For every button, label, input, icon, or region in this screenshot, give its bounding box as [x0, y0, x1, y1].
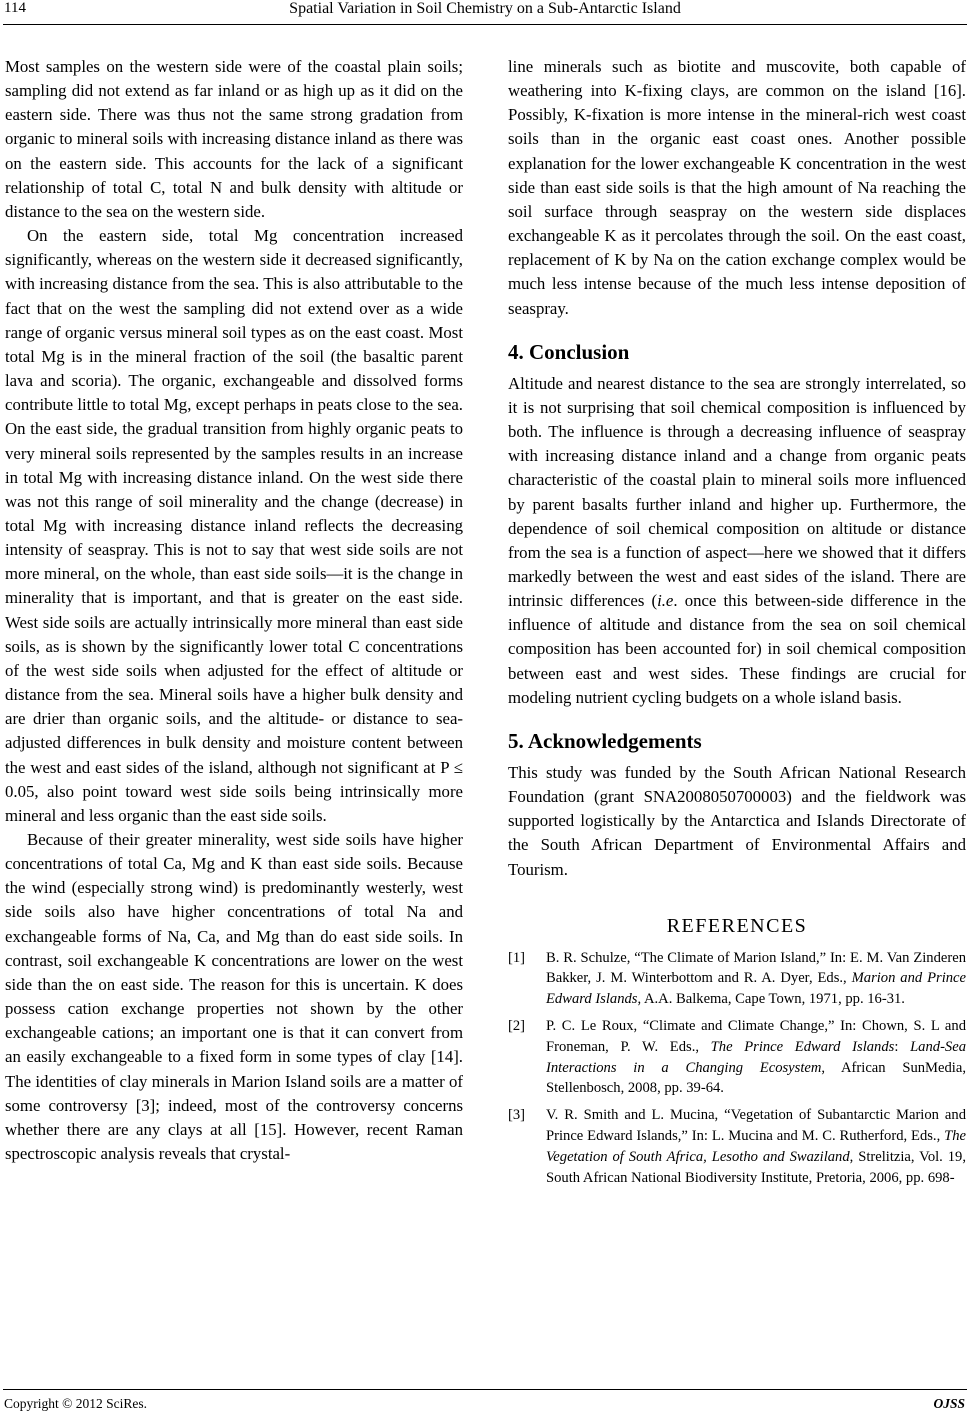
reference-text: P. C. Le Roux, “Climate and Climate Change,” In: Chown, S. L and Froneman, P. W. Eds., The Prince Edward Islands: Land-Sea Interactions in a Changing Ecosystem, African SunMedia, Stellenbosch, 2008, pp. 39-64. [546, 1018, 967, 1097]
conclusion-text-b: . once this between-side difference in the influence of altitude and distance from the sea on soil chemical composition has been accounted for) in soil chemical composition between east and west sides. These findings are crucial for modeling nutrient cycling budgets on a whole island basis. [508, 591, 966, 707]
running-title: Spatial Variation in Soil Chemistry on a Sub-Antarctic Island [289, 0, 681, 17]
page-number: 114 [4, 0, 26, 16]
section-heading-acknowledgements: 5. Acknowledgements [508, 728, 702, 753]
copyright-notice: Copyright © 2012 SciRes. [4, 1396, 148, 1411]
reference-item [508, 948, 966, 1010]
reference-item [508, 1016, 966, 1099]
body-paragraph: Because of their greater minerality, west side soils have higher concentrations of total Ca, Mg and K than east side soils. Because the wind (especially strong wind) is predominantly westerly, west side soils also have higher concentrations of total Na and exchangeable forms of Na, Ca, and Mg than do east side soils. In contrast, soil exchangeable K concentrations are lower on the west side than the on east side. The reason for this is uncertain. K does possess cation exchange properties not shown by the other exchangeable cations; an important one is that it can convert from an easily exchangeable to a fixed form in some types of clay [14]. The identities of clay minerals in Marion Island soils are a matter of some controversy [3]; indeed, most of the controversy concerns whether there are any clays at all [15]. However, recent Raman spectroscopic analysis reveals that crystal- [5, 830, 463, 1164]
section-heading-conclusion: 4. Conclusion [508, 339, 630, 364]
footer-rule [3, 1389, 967, 1390]
body-paragraph: On the eastern side, total Mg concentration increased significantly, whereas on the western side it decreased significantly, with increasing distance from the sea. This is also attributable to the fact that on the west the sampling did not extend over as a wide range of organic versus mineral soil types as on the east coast. Most total Mg is in the mineral fraction of the soil (the basaltic parent lava and scoria). The organic, exchangeable and dissolved forms contribute little to total Mg, except perhaps in peats close to the sea. On the east side, the gradual transition from highly organic peats to very mineral soils represented by the samples results in an increase in total Mg with increasing distance inland. On the west side there was not this range of soil minerality and the change (decrease) in total Mg with increasing distance inland reflects the decreasing intensity of seaspray. This is not to say that west side soils are not more mineral, on the whole, than east side soils—it is the change in minerality that is important, and that is greater on the east side. West side soils are actually intrinsically more mineral than east side soils, as is shown by the significantly lower total C concentrations of the west side soils when adjusted for the effect of altitude or distance from the sea. Mineral soils have a higher bulk density and are drier than organic soils, and the altitude- or distance to sea-adjusted differences in bulk density and moisture content between the west and east sides of the island, although not significant at P ≤ 0.05, also point toward west side soils being intrinsically more mineral and less organic than the east side soils. [5, 226, 463, 825]
reference-text: B. R. Schulze, “The Climate of Marion Island,” In: E. M. Van Zinderen Bakker, J. M. Winterbottom and R. A. Dyer, Eds., Marion and Prince Edward Islands, A.A. Balkema, Cape Town, 1971, pp. 16-31. [546, 949, 966, 1008]
conclusion-ie: i.e [657, 591, 674, 611]
conclusion-paragraph [508, 372, 966, 710]
journal-abbreviation: OJSS [933, 1396, 965, 1411]
right-column [508, 55, 966, 1188]
left-column [5, 55, 463, 1166]
body-paragraph: line minerals such as biotite and muscovite, both capable of weathering into K-fixing clays, are common on the island [16]. Possibly, K-fixation is more intense in the mineral-rich west coast soils than in the organic east coast ones. Another possible explanation for the lower exchangeable K concentration in the west side than east side soils is that the high amount of Na reaching the soil surface through seaspray on the western side displaces exchangeable K as it percolates through the soil. On the east coast, replacement of K by Na on the cation exchange complex would be much less intense because of the much less intense deposition of seaspray. [508, 57, 966, 318]
header-rule [3, 24, 967, 25]
reference-item [508, 1105, 966, 1188]
reference-number: [1] [508, 949, 526, 966]
references-heading: REFERENCES [666, 914, 808, 937]
conclusion-text-a: Altitude and nearest distance to the sea are strongly interrelated, so it is not surprising that soil chemical composition is influenced by both. The influence is through a decreasing influence of seaspray with increasing distance inland and a change from organic peats characteristic of the coastal plain to mineral soils more influenced by parent basalts further inland and higher up. Furthermore, the dependence of soil chemical composition on altitude or distance from the sea is a function of aspect—here we showed that it differs markedly between the west and east sides of the island. There are intrinsic differences ( [508, 373, 966, 611]
reference-text: V. R. Smith and L. Mucina, “Vegetation of Subantarctic Marion and Prince Edward Islands,” In: L. Mucina and M. C. Rutherford, Eds., The Vegetation of South Africa, Lesotho and Swaziland, Strelitzia, Vol. 19, South African National Biodiversity Institute, Pretoria, 2006, pp. 698- [546, 1107, 966, 1186]
acknowledgements-paragraph: This study was funded by the South African National Research Foundation (grant SNA2008050700003) and the fieldwork was supported logistically by the Antarctica and Islands Directorate of the South African Department of Environmental Affairs and Tourism. [508, 762, 966, 879]
body-paragraph: Most samples on the western side were of the coastal plain soils; sampling did not extend as far inland or as high up as it did on the eastern side. There was thus not the same strong gradation from organic to mineral soils with increasing distance inland as there was on the eastern side. This accounts for the lack of a significant relationship of total C, total N and bulk density with altitude or distance to the sea on the western side. [5, 57, 463, 221]
reference-number: [2] [508, 1018, 526, 1035]
page-header [0, 0, 970, 22]
reference-number: [3] [508, 1107, 526, 1124]
